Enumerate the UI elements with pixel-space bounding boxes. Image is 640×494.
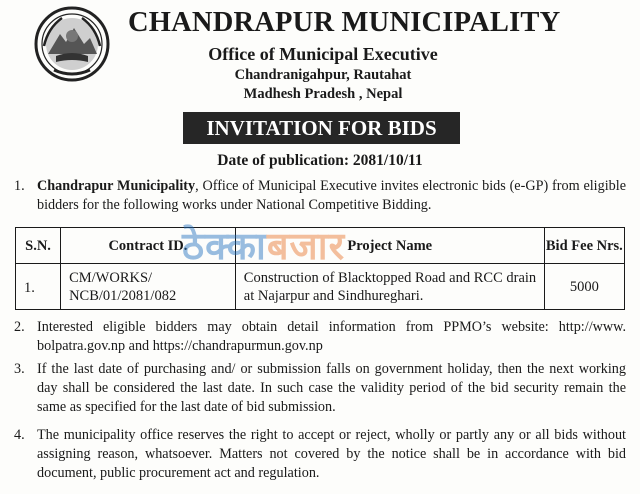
org-name: CHANDRAPUR MUNICIPALITY [128, 7, 561, 38]
paragraph-text: , Office of Municipal Executive invites electronic bids (e-GP) from eligible bidders for the following works under National Competitive Bidding. [37, 178, 626, 213]
header-project-name: Project Name [235, 228, 544, 264]
watermark [182, 220, 472, 272]
address-line-1: Chandranigahpur, Rautahat [234, 67, 412, 83]
paragraph-text: Interested eligible bidders may obtain detail information from PPMO’s website: http://www. bolpatra.gov.np and https://chandrapurmun.gov.np [37, 319, 626, 354]
paragraph-text: If the last date of purchasing and/ or submission falls on government holiday, then the next working day shall be considered the last date. In such case the validity period of the bid security remain the same as specified for the last date of bid submission. [37, 361, 626, 415]
paragraph-number: 2. [14, 319, 25, 335]
paragraph-number: 4. [14, 427, 25, 443]
paragraph-number: 1. [14, 178, 25, 194]
paragraph-4 [14, 426, 626, 483]
cell-sn: 1. [16, 264, 61, 310]
watermark-part-2: बजार [266, 224, 346, 268]
header-bid-fee: Bid Fee Nrs. [544, 228, 624, 264]
invitation-banner: INVITATION FOR BIDS [183, 112, 460, 144]
paragraph-number: 3. [14, 361, 25, 377]
paragraph-bold-lead: Chandrapur Municipality [37, 178, 196, 194]
cell-contract-id: CM/WORKS/ NCB/01/2081/082 [61, 264, 236, 310]
paragraph-2 [14, 318, 626, 356]
municipality-logo [34, 6, 110, 82]
watermark-part-1: ठेक्का [182, 224, 267, 268]
paragraph-text: The municipality office reserves the right to accept or reject, wholly or partly any or all bids without assigning reason, whatsoever. Matters not covered by the notice shall be in accordance with bid document, public procurement act and regulation. [37, 427, 626, 481]
publication-date: Date of publication: 2081/10/11 [217, 152, 423, 169]
cell-bid-fee: 5000 [544, 264, 624, 310]
header-contract-id: Contract ID. [61, 228, 236, 264]
paragraph-3 [14, 360, 626, 417]
header-sn: S.N. [16, 228, 61, 264]
office-title: Office of Municipal Executive [208, 44, 438, 64]
address-line-2: Madhesh Pradesh , Nepal [243, 86, 403, 102]
paragraph-1 [14, 177, 626, 215]
cell-project-name: Construction of Blacktopped Road and RCC drain at Najarpur and Sindhureghari. [235, 264, 544, 310]
